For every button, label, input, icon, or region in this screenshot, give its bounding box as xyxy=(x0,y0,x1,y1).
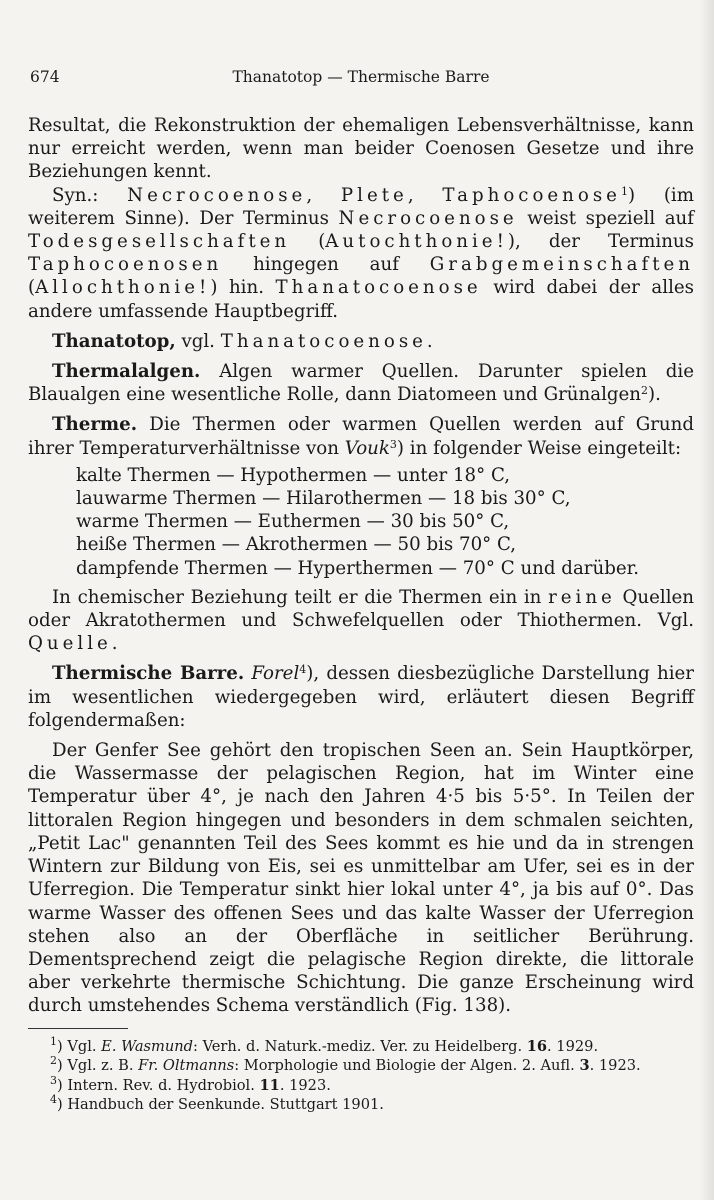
text-run: . xyxy=(111,633,118,655)
text-run: ( xyxy=(290,231,326,253)
running-header xyxy=(28,68,694,94)
ref-thanatocoenose: Thanatocoenose xyxy=(220,330,427,352)
text-run: ) Handbuch der Seenkunde. Stuttgart 1901. xyxy=(57,1096,384,1114)
text-run: ). xyxy=(648,384,661,406)
text-run: : Morphologie und Biologie der Algen. 2. Aufl. xyxy=(234,1057,580,1075)
chemical-paragraph xyxy=(28,586,694,656)
list-item: kalte Thermen — Hypothermen — unter 18° C, xyxy=(76,464,511,486)
continuation-paragraph: Resultat, die Rekonstruktion der ehemaligen Lebensverhältnisse, kann nur erreicht werden, wenn man beider Coenosen Gesetze und ihre Beziehungen kennt. xyxy=(28,115,694,183)
text-run: In chemischer Beziehung teilt er die Thermen ein in xyxy=(52,586,549,608)
term-necrocoenose: Necrocoenose xyxy=(127,184,307,206)
page-number: 674 xyxy=(30,68,60,86)
term-reine: reine xyxy=(548,586,616,608)
entry-thermalalgen xyxy=(28,360,694,406)
running-title: Thanatotop — Thermische Barre xyxy=(232,68,490,86)
ref-quelle: Quelle xyxy=(28,633,112,655)
text-run: . 1929. xyxy=(547,1037,599,1055)
text-run: vgl. xyxy=(175,330,221,352)
lemma-therme: Therme. xyxy=(52,414,138,436)
text-run: , xyxy=(407,184,443,206)
list-item: dampfende Thermen — Hyperthermen — 70° C und darüber. xyxy=(76,557,640,579)
footnote-mark: 3 xyxy=(50,1073,57,1087)
text-run: ) Vgl. z. B. xyxy=(57,1057,139,1075)
text-run: , xyxy=(306,184,341,206)
entry-thanatotop xyxy=(28,330,694,353)
text-run: Algen warmer Quellen. Darunter spielen die Blaualgen eine wesentliche Rolle, dann Diatomeen und Grünalgen xyxy=(28,361,694,406)
page-edge-shadow xyxy=(700,0,714,1200)
term-plete: Plete xyxy=(340,184,408,206)
term-grabgemeinschaften: Grabgemeinschaften xyxy=(429,254,694,276)
thermen-list xyxy=(28,464,694,580)
text-run: ) (im weiterem Sinne). Der Terminus xyxy=(28,184,694,229)
footnote-1 xyxy=(28,1034,694,1057)
text-run: . xyxy=(426,330,433,352)
text-run: hingegen auf xyxy=(222,254,430,276)
footnote-volume: 11 xyxy=(259,1076,280,1094)
genfer-see-paragraph: Der Genfer See gehört den tropischen Seen an. Sein Hauptkörper, die Wassermasse der pelagischen Region, hat im Winter eine Temperatur über 4°, je nach den Jahren 4·5 bis 5·5°. In Teilen der littoralen Region hingegen und besonders in dem schmalen seichten, „Petit Lac" genannten Teil des Sees kommt es hie und da in strengen Wintern zur Bildung von Eis, sei es unmittelbar am Ufer, sei es in der Uferregion. Die Temperatur sinkt hier lokal unter 4°, ja bis auf 0°. Das warme Wasser des offenen Sees und das kalte Wasser der Uferregion stehen also an der Oberfläche in seitlicher Berührung. Dementsprechend zeigt die pelagische Region direkte, die littorale aber verkehrte thermische Schichtung. Die ganze Erscheinung wird durch umstehendes Schema verständlich (Fig. 138). xyxy=(28,740,694,1017)
author-forel: Forel xyxy=(251,663,300,685)
footnote-4 xyxy=(28,1095,694,1115)
text-run: weist speziell auf xyxy=(517,207,694,229)
footnotes xyxy=(28,1034,694,1115)
syn-label: Syn.: xyxy=(52,184,128,206)
footnote-mark: 4 xyxy=(50,1093,57,1107)
text-run: Quellen oder Akratothermen und Schwefelquellen oder Thiothermen. Vgl. xyxy=(28,586,695,632)
text-run: ), der Terminus xyxy=(507,231,694,253)
text-run: ) Intern. Rev. d. Hydrobiol. xyxy=(57,1076,260,1094)
lemma-thanatotop: Thanatotop, xyxy=(52,330,176,352)
term-thanatocoenose: Thanatocoenose xyxy=(275,277,482,299)
list-item: lauwarme Thermen — Hilarothermen — 18 bis 30° C, xyxy=(76,488,571,510)
footnote-3 xyxy=(28,1073,694,1096)
text-run: ), dessen diesbezügliche Darstellung hier im wesentlichen wiedergegeben wird, erläutert diesen Begriff folgendermaßen: xyxy=(28,663,694,731)
text-run: ) hin. xyxy=(210,277,276,299)
text-run: ) in folgender Weise eingeteilt: xyxy=(396,437,682,459)
footnote-volume: 16 xyxy=(526,1037,548,1055)
text-run: Die Thermen oder warmen Quellen werden auf Grund ihrer Temperaturverhältnisse von xyxy=(28,414,694,459)
entry-therme xyxy=(28,413,694,459)
footnote-ref-4: 4 xyxy=(299,663,307,677)
author-vouk: Vouk xyxy=(344,437,390,459)
footnote-ref-2: 2 xyxy=(641,384,649,398)
synonym-paragraph xyxy=(28,184,694,323)
footnote-mark: 2 xyxy=(50,1054,57,1068)
term-taphocoenose: Taphocoenose xyxy=(442,184,621,206)
footnote-rule xyxy=(28,1028,128,1029)
text-run: : Verh. d. Naturk.-mediz. Ver. zu Heidelberg. xyxy=(193,1037,527,1055)
term-taphocoenosen: Taphocoenosen xyxy=(28,254,223,276)
lemma-thermische-barre: Thermische Barre. xyxy=(52,663,245,685)
footnote-author: Fr. Oltmanns xyxy=(138,1057,235,1075)
footnote-ref-3: 3 xyxy=(389,437,397,451)
footnote-mark: 1 xyxy=(50,1034,57,1048)
entry-thermische-barre xyxy=(28,662,694,732)
footnote-ref-1: 1 xyxy=(620,184,628,198)
list-item: warme Thermen — Euthermen — 30 bis 50° C, xyxy=(76,511,510,533)
text-run: . 1923. xyxy=(589,1057,641,1075)
term-todesgesellschaften: Todesgesellschaften xyxy=(28,231,291,253)
text-run: . 1923. xyxy=(279,1076,331,1094)
term-allochthonie: Allochthonie! xyxy=(35,277,211,299)
term-necrocoenose-2: Necrocoenose xyxy=(338,207,518,229)
list-item: heiße Thermen — Akrothermen — 50 bis 70° C, xyxy=(76,534,517,556)
page-body xyxy=(28,114,694,1115)
term-autochthonie: Autochthonie! xyxy=(325,231,508,253)
text-run: ) Vgl. xyxy=(57,1037,102,1055)
footnote-volume: 3 xyxy=(579,1057,590,1075)
lemma-thermalalgen: Thermalalgen. xyxy=(52,361,201,383)
footnote-author: E. Wasmund xyxy=(101,1037,194,1055)
text-run: wird dabei der alles andere umfassende Hauptbegriff. xyxy=(28,277,694,322)
text-run: ( xyxy=(28,277,36,299)
footnote-2 xyxy=(28,1056,694,1076)
